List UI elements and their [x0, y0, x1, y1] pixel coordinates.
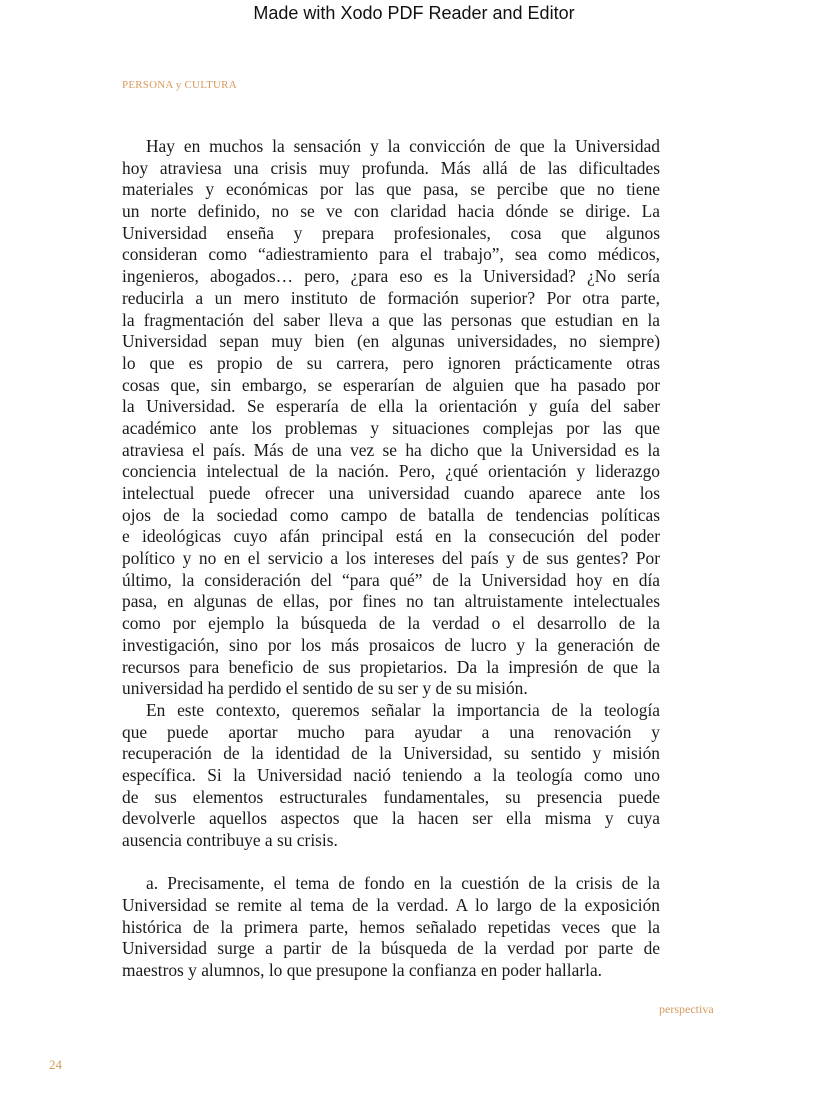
text-line: Universidad enseña y prepara profesionales, cosa que algunos	[122, 222, 660, 243]
text-line: histórica de la primera parte, hemos señalado repetidas veces que la	[122, 916, 660, 937]
text-line: recuperación de la identidad de la Universidad, su sentido y misión	[122, 743, 660, 764]
text-line: específica. Si la Universidad nació teniendo a la teología como uno	[122, 764, 660, 785]
text-line: conciencia intelectual de la nación. Pero, ¿qué orientación y liderazgo	[122, 461, 660, 482]
text-line: que puede aportar mucho para ayudar a una renovación y	[122, 721, 660, 742]
text-line: Universidad sepan muy bien (en algunas universidades, no siempre)	[122, 331, 660, 352]
text-line: cosas que, sin embargo, se esperarían de alguien que ha pasado por	[122, 374, 660, 395]
text-line: investigación, sino por los más prosaicos de lucro y la generación de	[122, 634, 660, 655]
paragraph-gap	[122, 852, 660, 874]
text-line: un norte definido, no se ve con claridad hacia dónde se dirige. La	[122, 201, 660, 222]
text-line: como por ejemplo la búsqueda de la verdad o el desarrollo de la	[122, 613, 660, 634]
text-line: Hay en muchos la sensación y la convicción de que la Universidad	[146, 136, 660, 156]
text-line: último, la consideración del “para qué” de la Universidad hoy en día	[122, 569, 660, 590]
text-line: pasa, en algunas de ellas, por fines no tan altruistamente intelectuales	[122, 591, 660, 612]
text-line: recursos para beneficio de sus propietarios. Da la impresión de que la	[122, 656, 660, 677]
text-line: reducirla a un mero instituto de formación superior? Por otra parte,	[122, 287, 660, 308]
text-line: Universidad se remite al tema de la verdad. A lo largo de la exposición	[122, 895, 660, 916]
paragraph	[122, 136, 660, 700]
paragraph	[122, 873, 660, 981]
footer-section-label: perspectiva	[659, 1002, 714, 1016]
text-line: En este contexto, queremos señalar la importancia de la teología	[146, 699, 660, 720]
text-line: consideran como “adiestramiento para el trabajo”, sea como médicos,	[122, 244, 660, 265]
text-line: lo que es propio de su carrera, pero ignoren prácticamente otras	[122, 352, 660, 373]
text-line: hoy atraviesa una crisis muy profunda. Más allá de las dificultades	[122, 157, 660, 178]
text-line: ojos de la sociedad como campo de batalla de tendencias políticas	[122, 504, 660, 525]
text-line: la fragmentación del saber lleva a que las personas que estudian en la	[122, 309, 660, 330]
text-line: devolverle aquellos aspectos que la hacen ser ella misma y cuya	[122, 808, 660, 829]
watermark-banner: Made with Xodo PDF Reader and Editor	[253, 3, 575, 23]
text-line: universidad ha perdido el sentido de su ser y de su misión.	[122, 678, 528, 699]
text-line: ingenieros, abogados… pero, ¿para eso es la Universidad? ¿No sería	[122, 266, 660, 287]
text-line: ausencia contribuye a su crisis.	[122, 830, 338, 850]
text-line: académico ante los problemas y situaciones complejas por las que	[122, 417, 660, 438]
text-line: político y no en el servicio a los intereses del país y de sus gentes? Por	[122, 548, 660, 569]
paragraph	[122, 700, 660, 852]
body-text	[122, 136, 660, 982]
text-line: materiales y económicas por las que pasa, se percibe que no tiene	[122, 179, 660, 200]
text-line: atraviesa el país. Más de una vez se ha dicho que la Universidad es la	[122, 439, 660, 460]
running-header: PERSONA y CULTURA	[122, 79, 237, 91]
text-line: e ideológicas cuyo afán principal está en la consecución del poder	[122, 526, 660, 547]
text-line: la Universidad. Se esperaría de ella la orientación y guía del saber	[122, 396, 660, 417]
text-line: Universidad surge a partir de la búsqueda de la verdad por parte de	[122, 938, 660, 959]
text-line: intelectual puede ofrecer una universidad cuando aparece ante los	[122, 483, 660, 503]
page-number: 24	[49, 1057, 62, 1072]
text-line: de sus elementos estructurales fundamentales, su presencia puede	[122, 786, 660, 807]
text-line: maestros y alumnos, lo que presupone la confianza en poder hallarla.	[122, 960, 603, 981]
text-line: a. Precisamente, el tema de fondo en la cuestión de la crisis de la	[146, 873, 660, 894]
